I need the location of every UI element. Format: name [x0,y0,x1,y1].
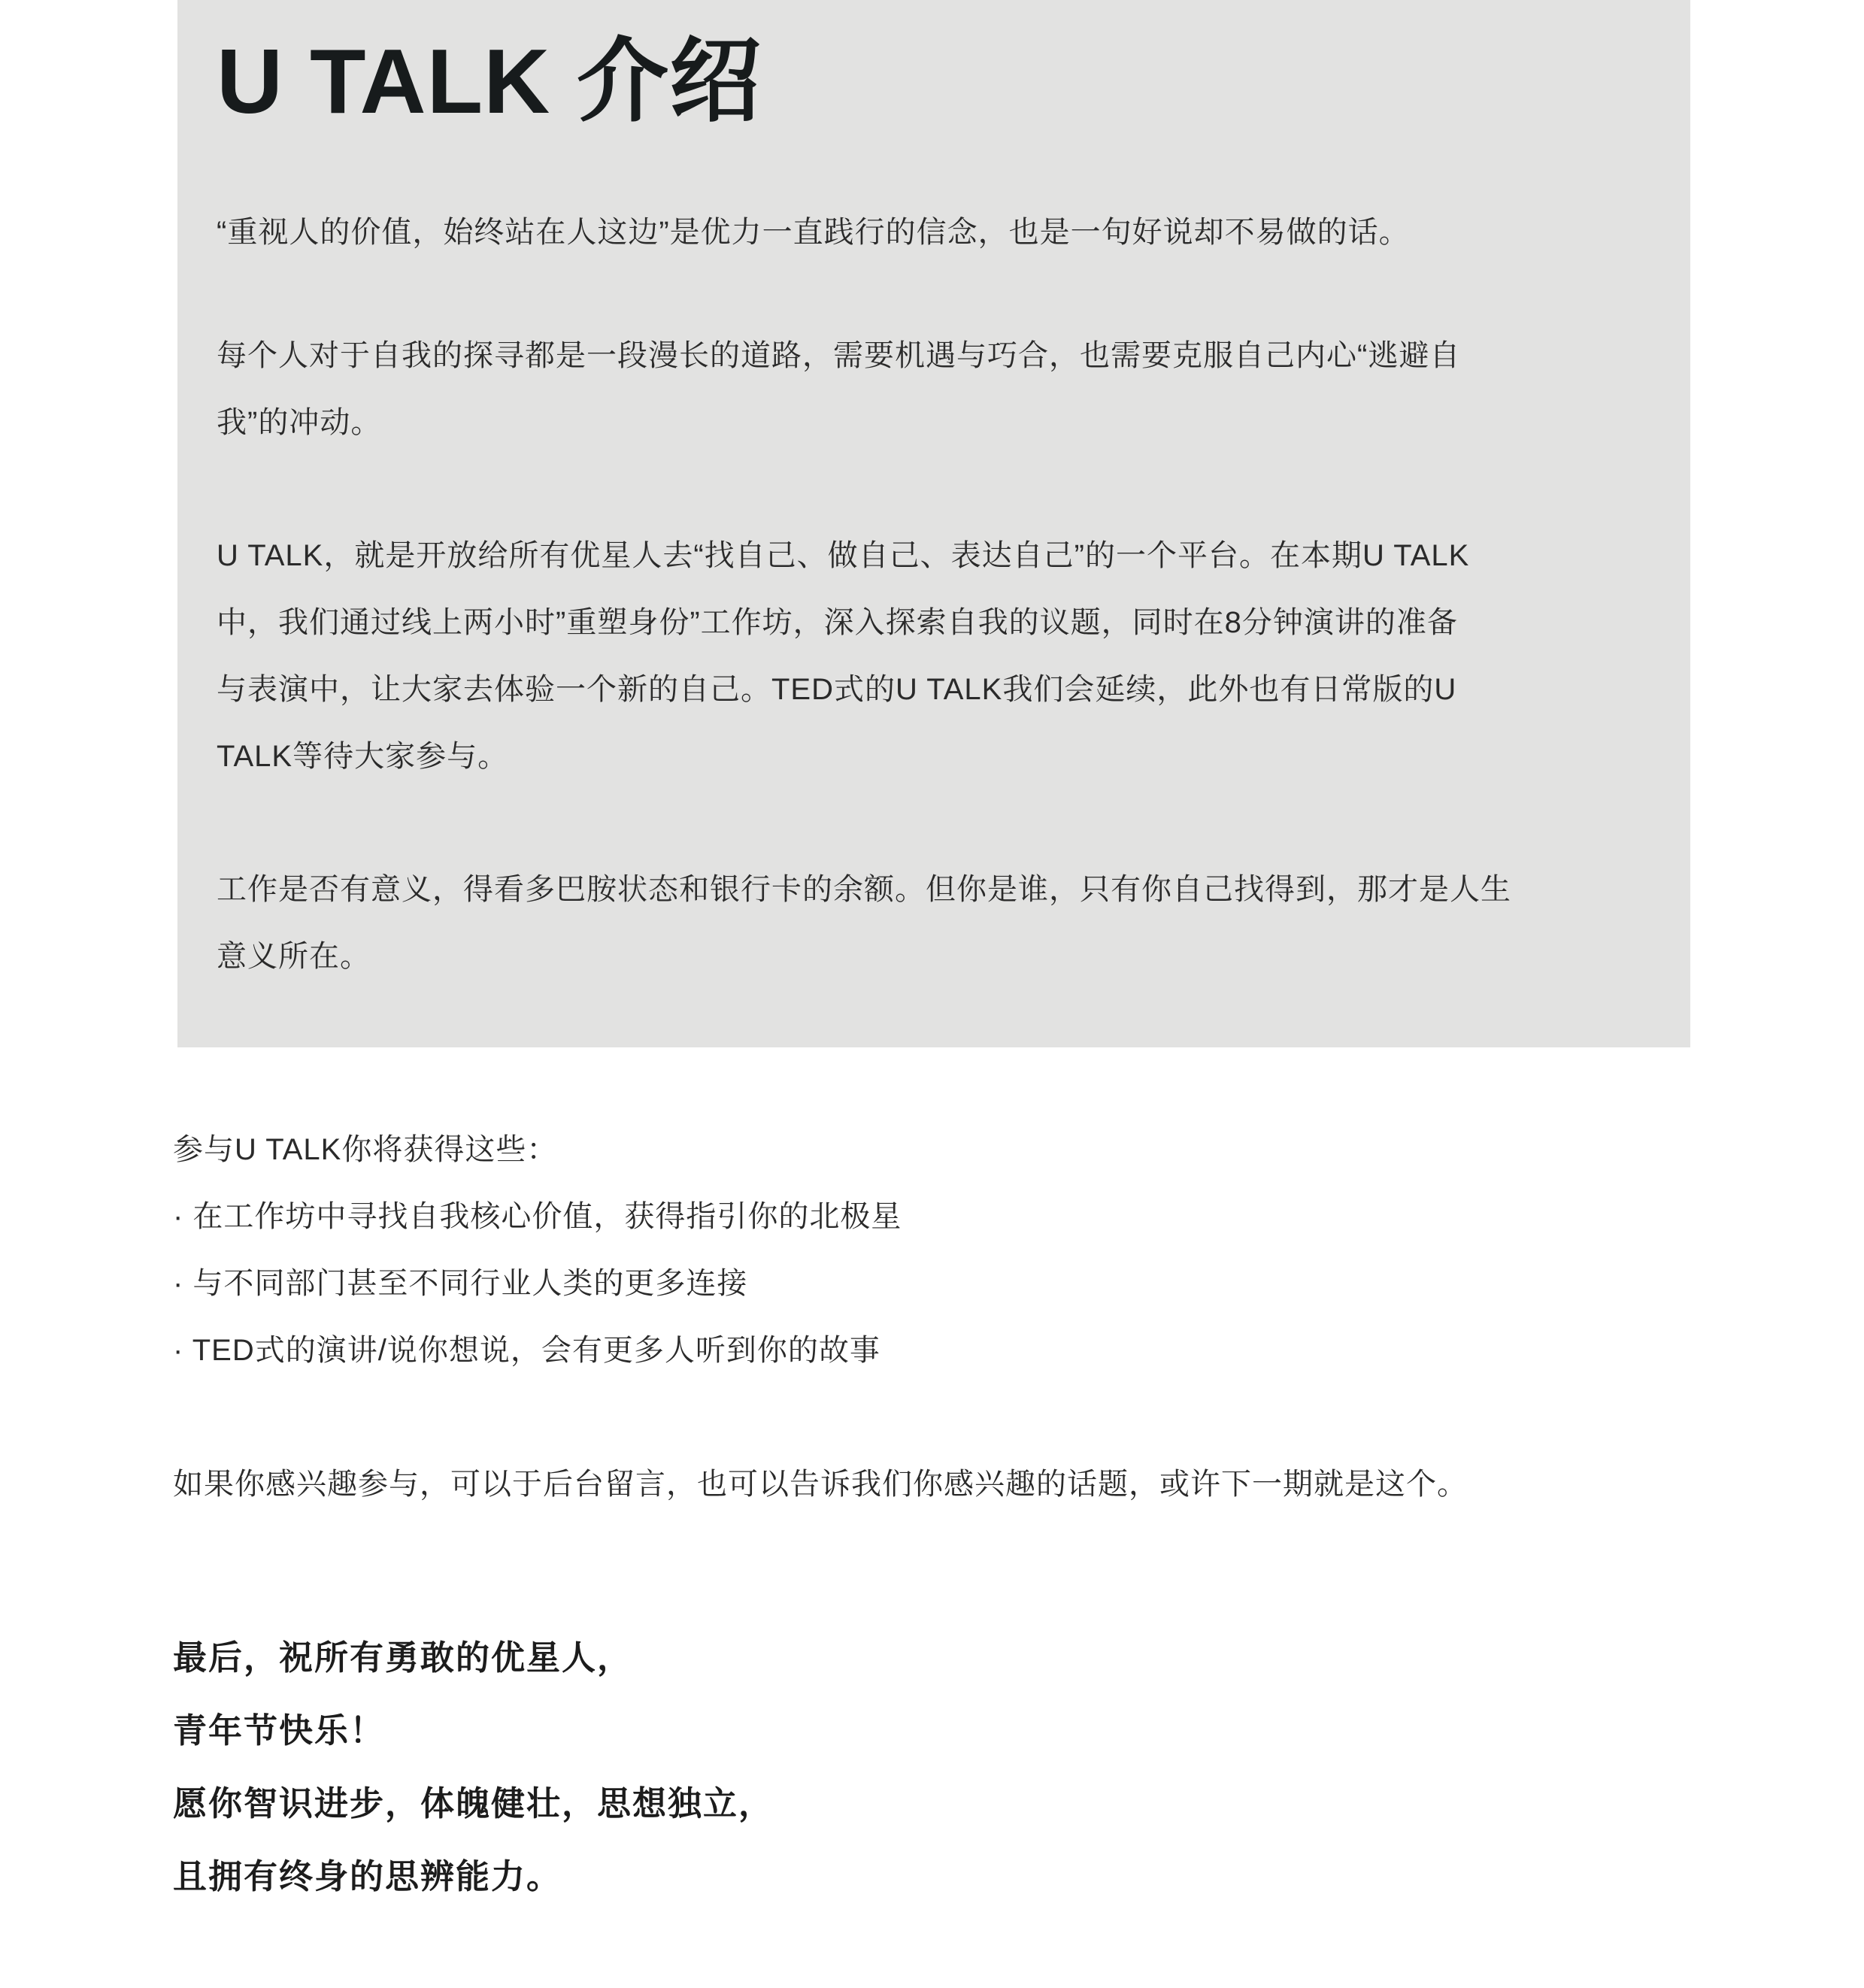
intro-gray-box [177,0,1690,1047]
paragraph-line: 与表演中，让大家去体验一个新的自己。TED式的U TALK我们会延续，此外也有日常版的U [217,673,1457,706]
page-title: U TALK 介绍 [217,30,762,132]
paragraph-belief [217,199,1672,266]
benefits-section [173,1117,1692,1384]
closing-line: 最后，祝所有勇敢的优星人， [173,1638,633,1677]
paragraph-line: “重视人的价值，始终站在人这边”是优力一直践行的信念，也是一句好说却不易做的话。 [217,216,1410,249]
paragraph-utalk-platform [217,523,1672,790]
paragraph-line: 中，我们通过线上两小时”重塑身份”工作坊，深入探索自我的议题，同时在8分钟演讲的准备 [217,606,1458,639]
paragraph-meaning [217,856,1672,990]
closing-line: 青年节快乐！ [173,1711,386,1750]
paragraph-line: 每个人对于自我的探寻都是一段漫长的道路，需要机遇与巧合，也需要克服自己内心“逃避自 [217,339,1461,372]
paragraph-line: 我”的冲动。 [217,406,382,439]
paragraph-line: 工作是否有意义，得看多巴胺状态和银行卡的余额。但你是谁，只有你自己找得到，那才是人生 [217,873,1511,906]
paragraph-self-search [217,323,1672,456]
benefit-item: · TED式的演讲/说你想说，会有更多人听到你的故事 [173,1334,880,1367]
cta-section [173,1451,1790,1518]
paragraph-line: U TALK，就是开放给所有优星人去“找自己、做自己、表达自己”的一个平台。在本期U TALK [217,539,1470,572]
benefit-item: · 与不同部门甚至不同行业人类的更多连接 [173,1267,748,1300]
paragraph-line: 意义所在。 [217,940,371,973]
benefits-heading: 参与U TALK你将获得这些： [173,1133,558,1166]
closing-line: 且拥有终身的思辨能力。 [173,1857,562,1896]
paragraph-line: TALK等待大家参与。 [217,740,509,773]
cta-text: 如果你感兴趣参与，可以于后台留言，也可以告诉我们你感兴趣的话题，或许下一期就是这个。 [173,1468,1468,1501]
closing-line: 愿你智识进步，体魄健壮，思想独立， [173,1784,774,1823]
benefit-item: · 在工作坊中寻找自我核心价值，获得指引你的北极星 [173,1200,902,1233]
closing-wishes [173,1621,1692,1913]
